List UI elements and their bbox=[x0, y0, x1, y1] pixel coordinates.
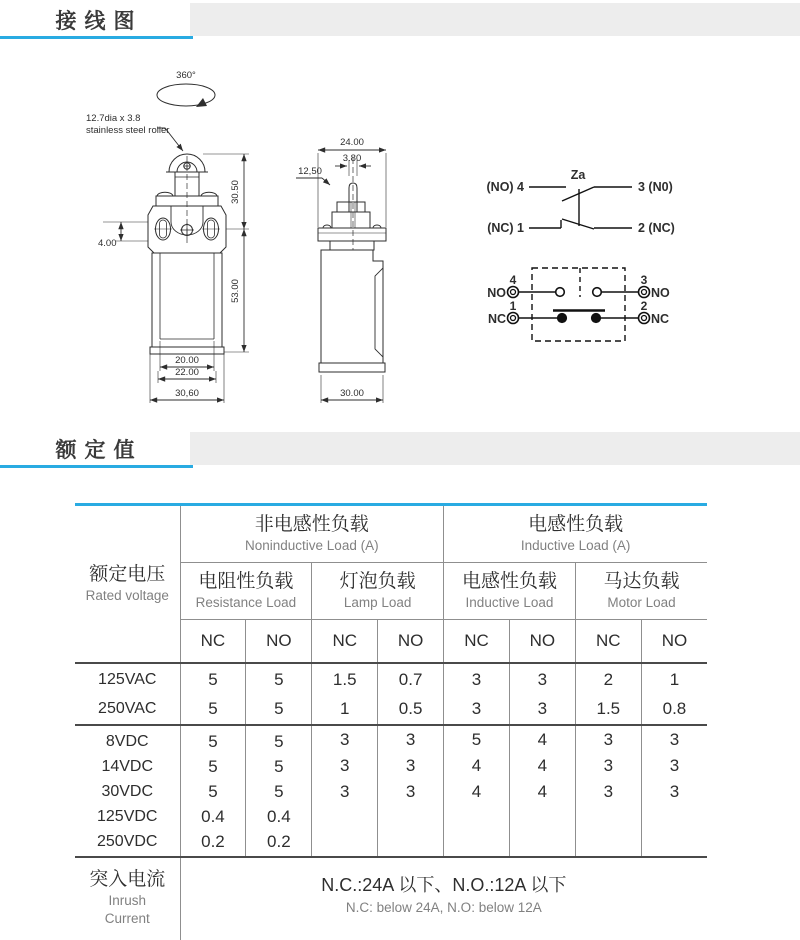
contact-col-header: NC bbox=[444, 620, 510, 664]
table-row-vdc-values bbox=[75, 725, 707, 857]
front-view-drawing bbox=[86, 70, 249, 403]
terminal-1-label: 1 bbox=[509, 299, 517, 313]
vac-voltage-labels bbox=[75, 663, 180, 725]
contact-col-header: NO bbox=[246, 620, 312, 664]
terminal-no-right-label: NO bbox=[651, 286, 670, 300]
header-accent-line bbox=[0, 36, 193, 39]
vdc-voltage-labels bbox=[75, 725, 180, 857]
group-noninductive-en: Noninductive Load (A) bbox=[245, 538, 379, 553]
vdc-value-cell: 5 5 5 0.4 0.2 bbox=[180, 725, 246, 857]
section-header-rating bbox=[0, 432, 800, 465]
load-inductive-zh: 电感性负载 bbox=[461, 571, 557, 592]
vac-value-cell: 3 3 bbox=[509, 663, 575, 725]
dim-roller-offset: 12,50 bbox=[298, 166, 322, 177]
vac-value-cell: 0.7 0.5 bbox=[378, 663, 444, 725]
contact-col-header: NO bbox=[509, 620, 575, 664]
voltage-label: 250VAC bbox=[98, 700, 157, 717]
contact-col-header: NO bbox=[378, 620, 444, 664]
terminal-no-left-label: NO bbox=[487, 286, 506, 300]
vdc-value-cell: 3 3 3 bbox=[641, 725, 707, 857]
header-gray-bar bbox=[190, 3, 800, 36]
dim-inner-width: 20.00 bbox=[175, 355, 199, 366]
group-inductive-cell bbox=[444, 505, 708, 563]
voltage-label: 125VAC bbox=[98, 671, 157, 688]
table-row-group-header bbox=[75, 505, 707, 563]
inrush-label-cell bbox=[75, 857, 180, 940]
group-noninductive-zh: 非电感性负载 bbox=[254, 514, 369, 535]
vac-value-cell: 1.5 1 bbox=[312, 663, 378, 725]
dim-top-width: 24.00 bbox=[340, 137, 364, 148]
load-resistance-cell bbox=[180, 563, 312, 620]
inrush-label-zh: 突入电流 bbox=[89, 869, 166, 890]
terminal-nc-right-label: NC bbox=[651, 312, 670, 326]
vac-value-cell: 3 3 bbox=[444, 663, 510, 725]
load-resistance-zh: 电阻性负载 bbox=[198, 571, 294, 592]
vac-value-cell: 2 1.5 bbox=[575, 663, 641, 725]
load-lamp-cell bbox=[312, 563, 444, 620]
terminal-nc-left-label: NC bbox=[487, 312, 506, 326]
group-inductive-en: Inductive Load (A) bbox=[520, 538, 631, 553]
dim-mid-width: 22.00 bbox=[175, 367, 199, 378]
load-resistance-en: Resistance Load bbox=[195, 595, 297, 610]
roller-note-line2: stainless steel roller bbox=[86, 125, 170, 136]
roller-note-line1: 12.7dia x 3.8 bbox=[86, 113, 141, 124]
load-inductive-en: Inductive Load bbox=[465, 595, 554, 610]
rating-table bbox=[75, 503, 707, 940]
section-title-rating: 额定值 bbox=[0, 432, 190, 465]
header-accent-line bbox=[0, 465, 193, 468]
contact-col-header: NC bbox=[312, 620, 378, 664]
vdc-value-cell: 3 3 3 bbox=[378, 725, 444, 857]
voltage-label: 8VDC bbox=[105, 733, 149, 750]
circuit-form-label: Za bbox=[570, 168, 586, 182]
dim-body-height: 53.00 bbox=[230, 279, 241, 303]
table-row-vac-values bbox=[75, 663, 707, 725]
inrush-label-en2: Current bbox=[104, 911, 150, 926]
circuit-terminal-no4: (NO) 4 bbox=[486, 180, 524, 194]
load-motor-cell bbox=[575, 563, 707, 620]
vdc-value-cell: 3 3 3 bbox=[312, 725, 378, 857]
section-header-wiring bbox=[0, 3, 800, 36]
rated-voltage-zh: 额定电压 bbox=[89, 564, 166, 585]
circuit-terminal-nc1: (NC) 1 bbox=[487, 221, 524, 235]
vdc-value-cell: 4 4 4 bbox=[509, 725, 575, 857]
inrush-value-en: N.C: below 24A, N.O: below 12A bbox=[345, 900, 542, 915]
header-gray-bar bbox=[190, 432, 800, 465]
dim-head-height: 30.50 bbox=[230, 180, 241, 204]
terminal-2-label: 2 bbox=[640, 299, 648, 313]
contact-col-header: NC bbox=[180, 620, 246, 664]
load-motor-zh: 马达负载 bbox=[603, 571, 680, 592]
vac-value-cell: 1 0.8 bbox=[641, 663, 707, 725]
rated-voltage-header-cell bbox=[75, 505, 180, 664]
rotation-arrow-icon bbox=[157, 84, 215, 106]
contact-col-header: NO bbox=[641, 620, 707, 664]
load-lamp-en: Lamp Load bbox=[343, 595, 412, 610]
terminal-4-label: 4 bbox=[509, 273, 517, 287]
voltage-label: 14VDC bbox=[101, 758, 154, 775]
circuit-terminal-nc2: 2 (NC) bbox=[638, 221, 675, 235]
side-view-drawing bbox=[296, 137, 386, 403]
rated-voltage-en: Rated voltage bbox=[85, 588, 169, 603]
dim-plunger-width: 3.80 bbox=[342, 153, 362, 164]
terminal-diagram bbox=[487, 268, 670, 341]
voltage-label: 250VDC bbox=[97, 833, 158, 850]
group-inductive-zh: 电感性负载 bbox=[528, 514, 624, 535]
dim-outer-width: 30,60 bbox=[175, 388, 199, 399]
terminal-3-label: 3 bbox=[640, 273, 648, 287]
load-lamp-zh: 灯泡负载 bbox=[339, 571, 416, 592]
vdc-value-cell: 5 5 5 0.4 0.2 bbox=[246, 725, 312, 857]
vdc-value-cell: 3 3 3 bbox=[575, 725, 641, 857]
vdc-value-cell: 5 4 4 bbox=[444, 725, 510, 857]
load-inductive-cell bbox=[444, 563, 576, 620]
circuit-terminal-no3: 3 (N0) bbox=[638, 180, 673, 194]
contact-col-header: NC bbox=[575, 620, 641, 664]
inrush-value-cell bbox=[180, 857, 707, 940]
group-noninductive-cell bbox=[180, 505, 444, 563]
inrush-label-en1: Inrush bbox=[108, 893, 147, 908]
table-row-inrush bbox=[75, 857, 707, 940]
voltage-label: 125VDC bbox=[97, 808, 158, 825]
dim-hole-offset: 4.00 bbox=[98, 238, 117, 249]
vac-value-cell: 5 5 bbox=[180, 663, 246, 725]
inrush-value-zh: N.C.:24A 以下、N.O.:12A 以下 bbox=[321, 875, 567, 895]
rotation-label: 360° bbox=[176, 70, 196, 81]
wiring-diagram-figure bbox=[0, 45, 800, 430]
dim-bottom-width: 30.00 bbox=[340, 388, 364, 399]
contact-circuit-diagram bbox=[487, 168, 675, 235]
load-motor-en: Motor Load bbox=[607, 595, 676, 610]
section-title-wiring: 接线图 bbox=[0, 3, 190, 36]
voltage-label: 30VDC bbox=[101, 783, 154, 800]
vac-value-cell: 5 5 bbox=[246, 663, 312, 725]
